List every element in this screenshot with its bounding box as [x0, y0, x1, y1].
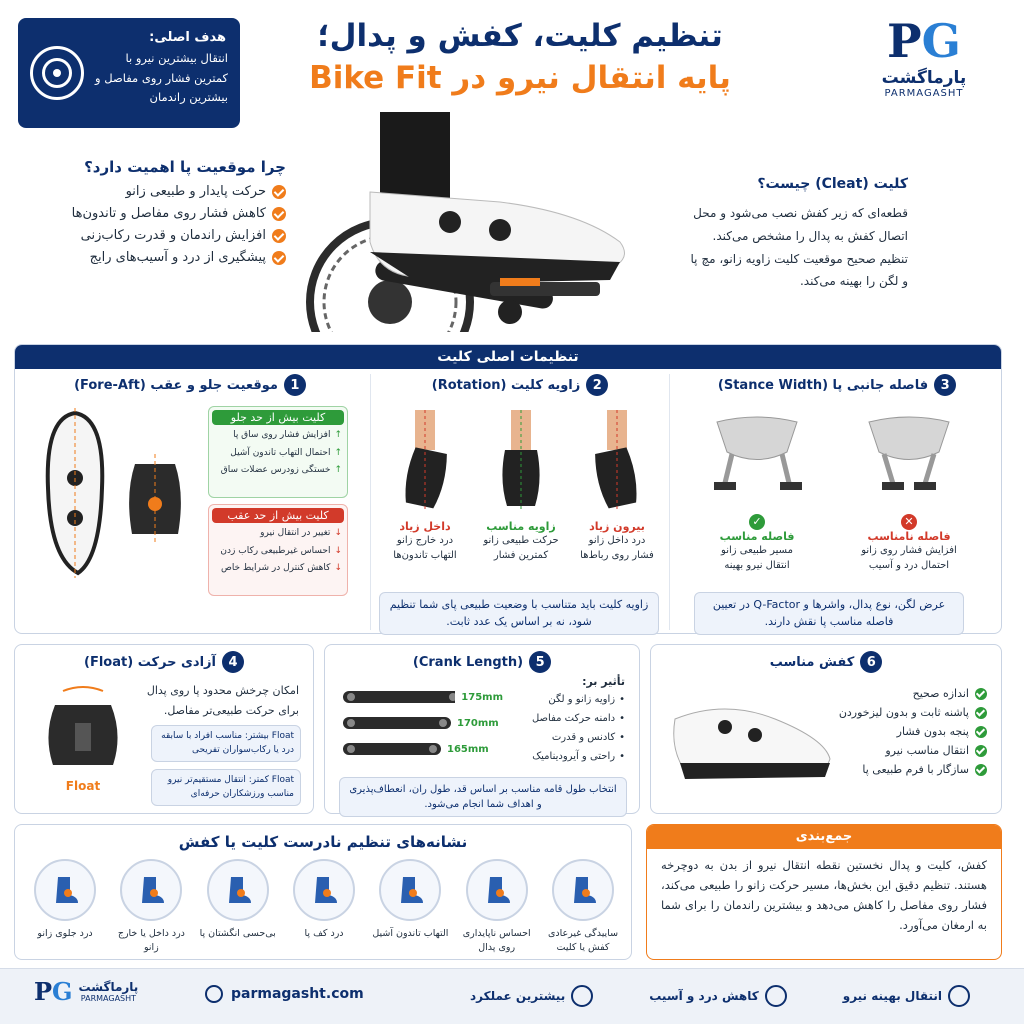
stance-bad-title: فاصله نامناسب	[867, 530, 951, 543]
shoe-item	[817, 763, 987, 776]
rotation-note: زاویه کلیت باید متناسب با وضعیت طبیعی پای شما تنظیم شود، نه بر اساس یک عدد ثابت.	[379, 592, 659, 635]
footer-logo	[34, 977, 138, 1006]
sign-item	[25, 859, 105, 956]
crank-effect	[505, 711, 625, 726]
goal-title: هدف اصلی:	[149, 30, 226, 45]
footer-item-label: بیشترین عملکرد	[470, 989, 566, 1003]
stance-bad-text: افزایش فشار روی زانو احتمال درد و آسیب	[861, 545, 957, 571]
shield-icon	[765, 985, 787, 1007]
summary-text: کفش، کلیت و پدال نخستین نقطه انتقال نیرو از بدن به دوچرخه هستند. تنظیم دقیق این بخش‌ها، مسیر حرکت زانو را طبیعی می‌کند، فشار روی مفاصل را کاهش می‌دهد و بیشترین راندمان را برای شما به ارمغان می‌آورد.	[661, 858, 987, 933]
check-icon	[272, 207, 286, 221]
shoe-item	[817, 744, 987, 757]
rotation-number: 2	[586, 374, 608, 396]
stance-title: فاصله جانبی پا (Stance Width)	[717, 377, 929, 393]
sign-label: بی‌حسی انگشتان پا	[199, 928, 276, 939]
cleat-bottom-image	[120, 454, 190, 544]
rotation-col-text: حرکت طبیعی زانو کمترین فشار	[483, 535, 559, 561]
fore-aft-item	[214, 527, 342, 541]
shoe-image	[665, 689, 835, 789]
bullet-icon: •	[619, 732, 625, 743]
brand-name-en: PARMAGASHT	[884, 88, 964, 99]
footer-item	[649, 985, 787, 1007]
rotation-col	[477, 410, 565, 563]
shoe-item-label: پاشنه ثابت و بدون لیزخوردن	[838, 706, 969, 719]
shoe-item-label: انتقال مناسب نیرو	[885, 744, 969, 757]
stance-good-text: مسیر طبیعی زانو انتقال نیرو بهینه	[721, 545, 793, 571]
bullet-icon: •	[619, 713, 625, 724]
fore-aft-section	[20, 374, 360, 630]
why-section	[56, 158, 286, 272]
sign-label: درد جلوی زانو	[37, 928, 93, 939]
forward-title: کلیت بیش از حد جلو	[212, 410, 344, 425]
fore-aft-item-label: احساس غیرطبیعی رکاب زدن	[220, 545, 331, 556]
main-settings-header: تنظیمات اصلی کلیت	[15, 345, 1001, 369]
footer-logo-mark: PG	[34, 977, 73, 1006]
float-text: امکان چرخش محدود پا روی پدال برای حرکت طبیعی‌تر مفاصل.	[146, 684, 299, 717]
sign-item	[284, 859, 364, 956]
goal-box	[18, 18, 240, 128]
goal-text: انتقال بیشترین نیرو با کمترین فشار روی مفاصل و بیشترین راندمان	[95, 51, 228, 105]
shoe-item	[817, 706, 987, 719]
arrow-icon: ↓	[334, 563, 342, 573]
crank-row	[343, 687, 503, 707]
sign-item	[457, 859, 537, 956]
fore-aft-number: 1	[284, 374, 306, 396]
crank-arm-image	[343, 687, 455, 707]
check-icon	[272, 251, 286, 265]
brand-name-fa: پارماگشت	[881, 68, 967, 88]
crank-arm-image	[343, 713, 451, 733]
why-item-label: افزایش راندمان و قدرت رکاب‌زنی	[80, 228, 266, 243]
sign-item	[111, 859, 191, 956]
footer	[0, 968, 1024, 1024]
rotation-col	[381, 410, 469, 563]
fore-aft-item	[214, 429, 342, 443]
shoe-item-label: سازگار با فرم طبیعی پا	[862, 763, 969, 776]
shoe-number: 6	[860, 651, 882, 673]
footer-item	[470, 985, 593, 1007]
float-panel	[14, 644, 314, 814]
foot-pain-icon	[293, 859, 355, 921]
shoe-item-label: پنجه بدون فشار	[896, 725, 969, 738]
footer-item-label: کاهش درد و آسیب	[649, 989, 759, 1003]
why-item	[56, 228, 286, 243]
rotation-col-text: درد خارج زانو التهاب تاندون‌ها	[393, 535, 457, 561]
brand-logo	[864, 14, 984, 134]
crank-length-label: 165mm	[447, 743, 489, 755]
check-icon	[975, 688, 987, 700]
crank-title: (Crank Length)	[412, 654, 524, 670]
stance-good	[702, 514, 812, 573]
crank-arm-image	[343, 739, 441, 759]
sign-label: احساس ناپایداری روی پدال	[462, 928, 531, 954]
crank-panel	[324, 644, 640, 814]
cleat-section	[688, 176, 908, 293]
summary-title: جمع‌بندی	[647, 825, 1001, 849]
achilles-icon	[379, 859, 441, 921]
footer-brand-en: PARMAGASHT	[80, 994, 137, 1003]
bullet-icon: •	[619, 751, 625, 762]
sign-item	[543, 859, 623, 956]
rotation-section	[370, 374, 670, 630]
hero-shoe-image	[300, 112, 680, 332]
bullet-icon: •	[619, 694, 625, 705]
globe-icon	[205, 985, 223, 1003]
cleat-title: کلیت (Cleat) چیست؟	[757, 176, 908, 192]
rotation-col	[573, 410, 661, 563]
why-item	[56, 184, 286, 199]
crank-row	[343, 739, 503, 759]
crank-effect	[505, 692, 625, 707]
back-box	[208, 504, 348, 596]
rotation-col-text: درد داخل زانو فشار روی رباط‌ها	[580, 535, 654, 561]
signs-title: نشانه‌های تنظیم نادرست کلیت یا کفش	[178, 833, 468, 851]
crank-effect	[505, 749, 625, 764]
why-item-label: حرکت پایدار و طبیعی زانو	[125, 184, 266, 199]
title-line1: تنظیم کلیت، کفش و پدال؛	[317, 18, 723, 54]
shoe-item	[817, 687, 987, 700]
crank-effects	[505, 675, 625, 768]
float-high: Float بیشتر: مناسب افراد با سابقه درد یا رکاب‌سواران تفریحی	[151, 725, 301, 762]
cross-icon: ✕	[901, 514, 917, 530]
sign-label: درد داخل یا خارج زانو	[117, 928, 185, 954]
foot-rotation-image	[587, 410, 647, 510]
crank-effect-label: زاویه زانو و لگن	[548, 694, 616, 705]
summary-panel	[646, 824, 1002, 960]
fore-aft-item	[214, 447, 342, 461]
crank-effect-label: کادنس و قدرت	[551, 732, 616, 743]
fore-aft-item-label: خستگی زودرس عضلات ساق	[220, 465, 331, 475]
check-icon	[272, 229, 286, 243]
knee-front-pain-icon	[34, 859, 96, 921]
sign-item	[198, 859, 278, 956]
stance-bad	[854, 514, 964, 573]
shoe-wear-icon	[552, 859, 614, 921]
fore-aft-item-label: کاهش کنترل در شرایط خاص	[220, 563, 331, 573]
check-icon	[975, 707, 987, 719]
shoe-title: کفش مناسب	[769, 654, 855, 670]
crank-note: انتخاب طول قامه مناسب بر اساس قد، طول ران، انعطاف‌پذیری و اهداف شما انجام می‌شود.	[339, 777, 627, 817]
chart-icon	[571, 985, 593, 1007]
fore-aft-item	[214, 545, 342, 559]
stance-note: عرض لگن، نوع پدال، واشرها و Q-Factor در تعیین فاصله مناسب پا نقش دارند.	[694, 592, 964, 635]
float-cleat-image	[33, 685, 133, 795]
crank-number: 5	[529, 651, 551, 673]
title-line2: پایه انتقال نیرو در Bike Fit	[309, 60, 731, 96]
float-title: آزادی حرکت (Float)	[84, 654, 216, 670]
fore-aft-item	[214, 562, 342, 576]
why-item-label: پیشگیری از درد و آسیب‌های رایج	[89, 250, 266, 265]
why-item	[56, 250, 286, 265]
check-icon: ✓	[749, 514, 765, 530]
target-icon	[30, 46, 84, 100]
why-item	[56, 206, 286, 221]
cleat-text: قطعه‌ای که زیر کفش نصب می‌شود و محل اتصال کفش به پدال را مشخص می‌کند. تنظیم صحیح موقعیت کلیت زاویه زانو، مچ پا و لگن را بهینه می‌کند.	[690, 206, 908, 289]
knee-side-pain-icon	[120, 859, 182, 921]
footer-brand-fa: پارماگشت	[78, 980, 139, 994]
pelvis-wide-image	[702, 412, 812, 492]
check-icon	[975, 726, 987, 738]
float-number: 4	[222, 651, 244, 673]
lightning-icon	[948, 985, 970, 1007]
foot-rotation-image	[491, 410, 551, 510]
arrow-icon: ↑	[334, 447, 342, 458]
rotation-col-title: بیرون زیاد	[589, 520, 645, 533]
numb-toes-icon	[207, 859, 269, 921]
page-title	[270, 18, 770, 96]
rotation-col-title: داخل زیاد	[399, 520, 451, 533]
website-link[interactable]	[205, 985, 364, 1003]
shoe-top-image	[40, 408, 110, 578]
check-icon	[975, 745, 987, 757]
shoe-item-label: اندازه صحیح	[912, 687, 969, 700]
fore-aft-item-label: تغییر در انتقال نیرو	[260, 528, 331, 538]
fore-aft-title: موقعیت جلو و عقب (Fore-Aft)	[74, 377, 278, 393]
crank-effect-label: دامنه حرکت مفاصل	[531, 713, 616, 724]
foot-rotation-image	[395, 410, 455, 510]
footer-item-label: انتقال بهینه نیرو	[842, 989, 942, 1003]
forward-box	[208, 406, 348, 498]
check-icon	[975, 764, 987, 776]
arrow-icon: ↑	[334, 465, 342, 475]
check-icon	[272, 185, 286, 199]
fore-aft-item	[214, 464, 342, 478]
signs-panel	[14, 824, 632, 960]
pedal-instability-icon	[466, 859, 528, 921]
why-item-label: کاهش فشار روی مفاصل و تاندون‌ها	[71, 206, 266, 221]
stance-good-title: فاصله مناسب	[719, 530, 795, 543]
arrow-icon: ↓	[334, 545, 342, 556]
sign-item	[370, 859, 450, 956]
stance-width-section	[682, 374, 992, 630]
crank-length-label: 175mm	[461, 691, 503, 703]
fore-aft-item-label: افزایش فشار روی ساق پا	[233, 430, 331, 440]
why-title: چرا موقعیت پا اهمیت دارد؟	[84, 158, 286, 176]
rotation-title: زاویه کلیت (Rotation)	[431, 377, 581, 393]
sign-label: التهاب تاندون آشیل	[372, 928, 449, 939]
crank-effect-title: تأثیر بر:	[582, 675, 625, 688]
back-title: کلیت بیش از حد عقب	[212, 508, 344, 523]
rotation-col-title: زاویه مناسب	[486, 520, 556, 533]
shoe-panel	[650, 644, 1002, 814]
float-low: Float کمتر: انتقال مستقیم‌تر نیرو مناسب ورزشکاران حرفه‌ای	[151, 769, 301, 806]
pelvis-narrow-image	[854, 412, 964, 492]
website-text: parmagasht.com	[231, 986, 364, 1002]
shoe-item	[817, 725, 987, 738]
footer-item	[843, 985, 970, 1007]
crank-effect	[505, 730, 625, 745]
crank-row	[343, 713, 503, 733]
fore-aft-item-label: احتمال التهاب تاندون آشیل	[230, 447, 331, 458]
sign-label: ساییدگی غیرعادی کفش یا کلیت	[547, 928, 619, 954]
crank-effect-label: راحتی و آیرودینامیک	[532, 751, 616, 762]
arrow-icon: ↓	[334, 528, 342, 538]
crank-length-label: 170mm	[457, 717, 499, 729]
float-label: Float	[65, 779, 101, 793]
arrow-icon: ↑	[334, 430, 342, 440]
sign-label: درد کف پا	[304, 928, 344, 939]
stance-number: 3	[934, 374, 956, 396]
logo-mark: PG	[887, 14, 961, 68]
